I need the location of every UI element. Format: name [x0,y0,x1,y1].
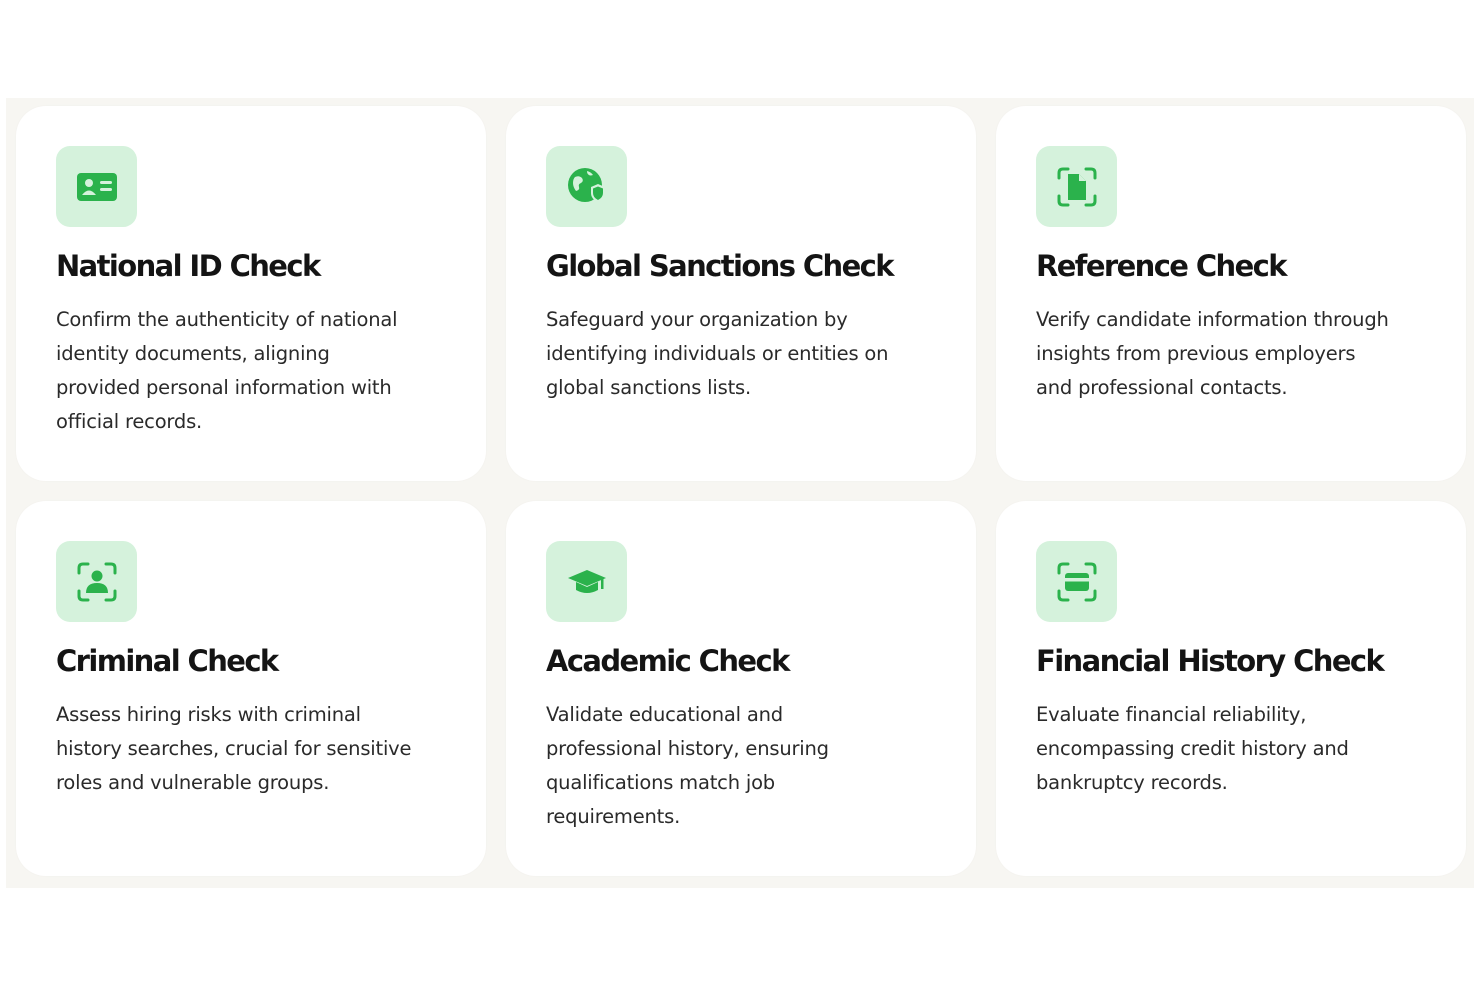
description-line: provided personal information with [56,376,392,399]
card-title: Financial History Check [1036,644,1384,678]
description-line: and professional contacts. [1036,376,1288,399]
description-line: roles and vulnerable groups. [56,771,330,794]
features-panel [6,98,1474,888]
document-scan-icon [1055,165,1099,209]
card-description [546,698,938,834]
description-line: qualifications match job [546,771,775,794]
card-criminal-check [16,501,486,876]
card-description [56,698,448,800]
description-line: identity documents, aligning [56,342,330,365]
card-description [546,303,938,405]
id-card-icon [75,165,119,209]
description-line: Confirm the authenticity of national [56,308,398,331]
card-reference-check [996,106,1466,481]
card-title: National ID Check [56,249,320,283]
description-line: identifying individuals or entities on [546,342,889,365]
card-description [56,303,448,439]
person-scan-icon [75,560,119,604]
icon-tile [56,146,137,227]
description-line: history searches, crucial for sensitive [56,737,412,760]
description-line: bankruptcy records. [1036,771,1228,794]
graduation-cap-icon [565,560,609,604]
icon-tile [56,541,137,622]
card-title: Global Sanctions Check [546,249,893,283]
card-financial-history-check [996,501,1466,876]
description-line: Evaluate financial reliability, [1036,703,1307,726]
card-title: Academic Check [546,644,789,678]
card-title: Reference Check [1036,249,1286,283]
card-description [1036,698,1428,800]
card-description [1036,303,1428,405]
description-line: professional history, ensuring [546,737,829,760]
description-line: Assess hiring risks with criminal [56,703,361,726]
card-title: Criminal Check [56,644,278,678]
description-line: official records. [56,410,203,433]
icon-tile [546,541,627,622]
description-line: Safeguard your organization by [546,308,848,331]
description-line: global sanctions lists. [546,376,751,399]
description-line: encompassing credit history and [1036,737,1349,760]
icon-tile [1036,146,1117,227]
description-line: Verify candidate information through [1036,308,1389,331]
features-grid [16,106,1466,876]
globe-shield-icon [565,165,609,209]
icon-tile [546,146,627,227]
icon-tile [1036,541,1117,622]
card-national-id-check [16,106,486,481]
card-global-sanctions-check [506,106,976,481]
credit-card-scan-icon [1055,560,1099,604]
card-academic-check [506,501,976,876]
description-line: insights from previous employers [1036,342,1356,365]
description-line: Validate educational and [546,703,783,726]
description-line: requirements. [546,805,681,828]
